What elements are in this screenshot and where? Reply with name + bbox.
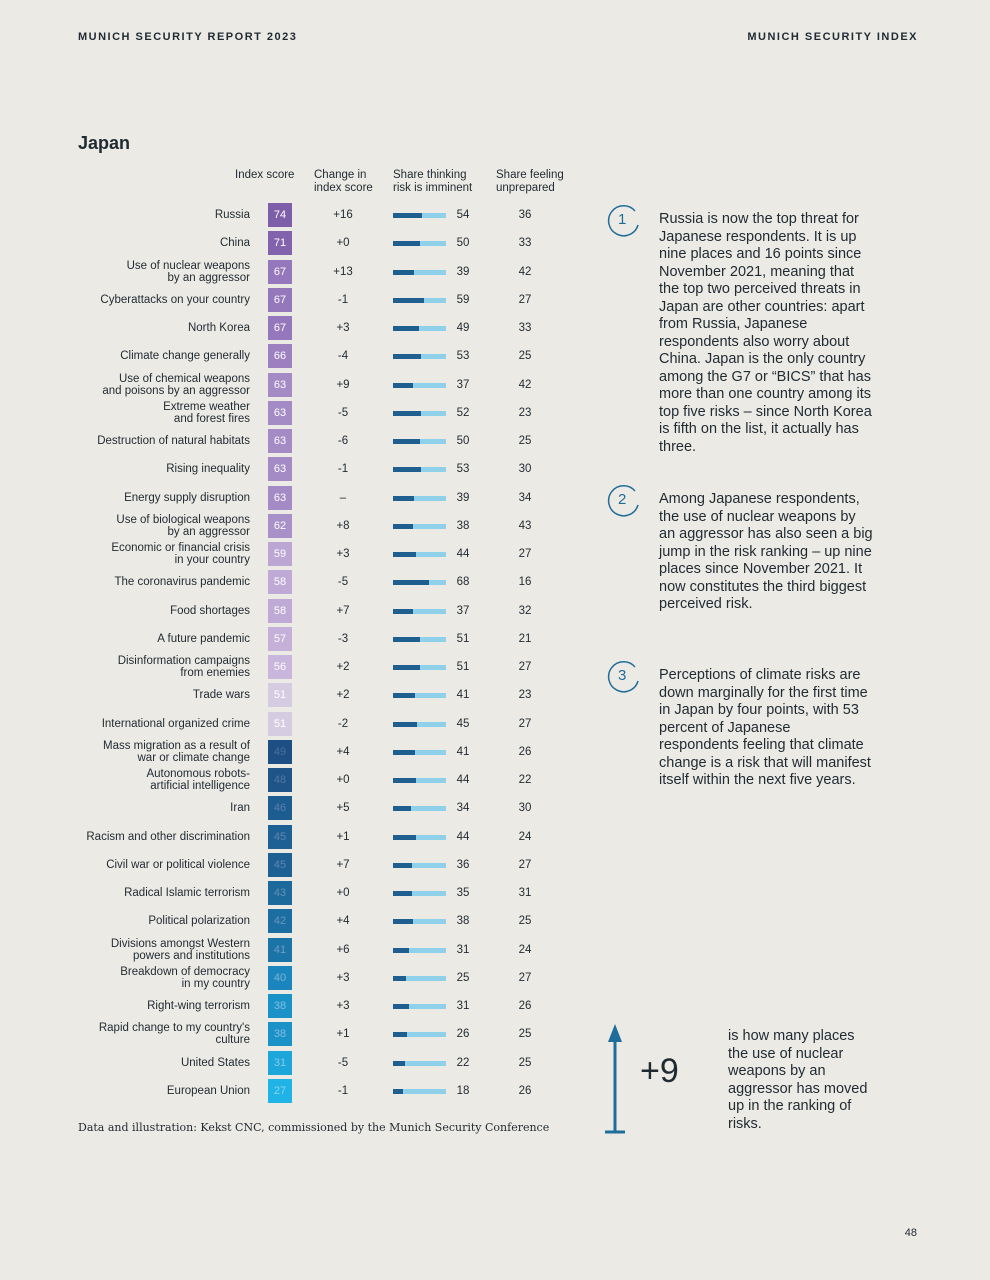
imminent-bar <box>393 722 446 727</box>
index-score-box: 38 <box>268 994 292 1018</box>
unprepared-value: 25 <box>518 1028 532 1041</box>
col-header-index: Index score <box>235 169 295 181</box>
imminent-bar-fill <box>393 298 424 303</box>
unprepared-value: 42 <box>518 378 532 391</box>
index-score-box: 71 <box>268 231 292 255</box>
index-change: +2 <box>336 689 350 702</box>
note-text: Russia is now the top threat for Japanese respondents. It is up nine places and 16 points since November 2021, meaning that the top two perceived threats in Japan are other countries: apart from Russia, Japanese respondents also worry about China. Japan is the only country among the G7 or “BICS” that has more than one country among its top five risks – since North Korea is fifth on the list, it actually has three. <box>659 211 872 455</box>
unprepared-value: 31 <box>518 887 532 899</box>
table-row <box>0 258 600 286</box>
index-change: +3 <box>336 548 350 560</box>
index-change: -5 <box>337 406 349 419</box>
unprepared-value: 26 <box>518 1084 532 1097</box>
index-change: +3 <box>336 971 350 984</box>
imminent-bar-fill <box>393 778 416 783</box>
highlight-text: is how many places the use of nuclear weapons by an aggressor has moved up in the ranking of risks. <box>728 1028 868 1132</box>
index-change: +2 <box>336 661 350 673</box>
risk-label: Divisions amongst Western powers and institutions <box>110 937 250 962</box>
risk-label: International organized crime <box>101 717 250 730</box>
imminent-bar <box>393 270 446 275</box>
imminent-bar-fill <box>393 1004 409 1009</box>
imminent-bar <box>393 1004 446 1009</box>
table-row <box>0 964 600 992</box>
table-row <box>0 597 600 625</box>
imminent-bar <box>393 552 446 557</box>
index-score-box: 66 <box>268 344 292 368</box>
unprepared-value: 25 <box>518 1056 532 1069</box>
table-row <box>0 1077 600 1105</box>
imminent-value: 50 <box>456 435 470 447</box>
imminent-bar-fill <box>393 524 413 529</box>
imminent-bar <box>393 1032 446 1037</box>
imminent-value: 37 <box>456 604 470 617</box>
index-score-box: 58 <box>268 599 292 623</box>
table-row <box>0 484 600 512</box>
index-score-box: 67 <box>268 316 292 340</box>
risk-label: Autonomous robots- artificial intelligence <box>146 768 250 792</box>
imminent-value: 18 <box>456 1084 470 1097</box>
unprepared-value: 23 <box>518 689 532 702</box>
unprepared-value: 25 <box>518 435 532 447</box>
imminent-value: 44 <box>456 774 470 786</box>
index-change: -4 <box>337 350 349 363</box>
imminent-value: 34 <box>456 802 470 815</box>
note-text: Among Japanese respondents, the use of nuclear weapons by an aggressor has also seen a big jump in the risk ranking – up nine places since November 2021. It now constitutes the third biggest perceived risk. <box>659 491 873 612</box>
imminent-bar-fill <box>393 326 419 331</box>
table-row <box>0 399 600 427</box>
section-title: MUNICH SECURITY INDEX <box>747 31 918 43</box>
index-change: -6 <box>337 435 349 447</box>
imminent-value: 22 <box>456 1056 470 1069</box>
risk-label: Destruction of natural habitats <box>97 435 250 447</box>
risk-label: Climate change generally <box>120 350 250 363</box>
index-score-box: 51 <box>268 683 292 707</box>
table-row <box>0 907 600 935</box>
index-change: +7 <box>336 604 350 617</box>
unprepared-value: 43 <box>518 519 532 532</box>
index-score-box: 27 <box>268 1079 292 1103</box>
index-score-box: 67 <box>268 260 292 284</box>
unprepared-value: 25 <box>518 350 532 363</box>
imminent-bar-fill <box>393 835 416 840</box>
risk-label: The coronavirus pandemic <box>114 576 250 589</box>
index-change: +9 <box>336 378 350 391</box>
imminent-value: 26 <box>456 1028 470 1041</box>
col-header-unprepared: Share feeling unprepared <box>496 169 564 194</box>
unprepared-value: 27 <box>518 293 532 306</box>
imminent-bar <box>393 411 446 416</box>
imminent-bar-fill <box>393 580 429 585</box>
risk-label: Rapid change to my country's culture <box>98 1022 250 1047</box>
imminent-bar <box>393 609 446 614</box>
imminent-value: 59 <box>456 293 470 306</box>
imminent-value: 39 <box>456 265 470 278</box>
unprepared-value: 33 <box>518 237 532 250</box>
imminent-bar-fill <box>393 270 414 275</box>
imminent-bar <box>393 467 446 472</box>
index-score-box: 63 <box>268 457 292 481</box>
index-change: -5 <box>337 1056 349 1069</box>
unprepared-value: 22 <box>518 774 532 786</box>
table-row <box>0 201 600 229</box>
imminent-value: 53 <box>456 463 470 476</box>
index-change: -3 <box>337 632 349 645</box>
imminent-value: 39 <box>456 491 470 504</box>
imminent-bar <box>393 298 446 303</box>
index-score-box: 51 <box>268 712 292 736</box>
imminent-value: 41 <box>456 689 470 702</box>
index-change: -1 <box>337 1084 349 1097</box>
index-change: +13 <box>333 265 353 278</box>
index-score-box: 46 <box>268 796 292 820</box>
risk-label: Civil war or political violence <box>106 858 250 871</box>
imminent-bar <box>393 948 446 953</box>
imminent-bar-fill <box>393 354 421 359</box>
imminent-bar <box>393 665 446 670</box>
risk-label: Mass migration as a result of war or climate change <box>102 739 250 764</box>
table-row <box>0 625 600 653</box>
imminent-bar-fill <box>393 891 412 896</box>
imminent-value: 37 <box>456 378 470 391</box>
unprepared-value: 27 <box>518 971 532 984</box>
col-header-imminent: Share thinking risk is imminent <box>393 169 473 194</box>
credit-line: Data and illustration: Kekst CNC, commissioned by the Munich Security Conference <box>78 1121 550 1134</box>
index-change: -2 <box>337 717 349 730</box>
imminent-value: 31 <box>456 1000 470 1012</box>
table-row <box>0 766 600 794</box>
imminent-bar-fill <box>393 693 415 698</box>
risk-label: Use of chemical weapons and poisons by an aggressor <box>102 372 250 397</box>
imminent-bar-fill <box>393 976 406 981</box>
col-header-change: Change in index score <box>314 169 373 194</box>
index-score-box: 74 <box>268 203 292 227</box>
imminent-bar-fill <box>393 665 420 670</box>
imminent-value: 41 <box>456 745 470 758</box>
imminent-bar <box>393 637 446 642</box>
index-score-box: 38 <box>268 1022 292 1046</box>
table-row <box>0 540 600 568</box>
table-row <box>0 1049 600 1077</box>
index-change: +5 <box>336 802 350 815</box>
unprepared-value: 27 <box>518 717 532 730</box>
table-row <box>0 314 600 342</box>
imminent-value: 38 <box>456 915 470 928</box>
risk-label: A future pandemic <box>157 632 250 645</box>
risk-label: China <box>219 237 250 250</box>
risk-label: Breakdown of democracy in my country <box>120 965 250 990</box>
unprepared-value: 27 <box>518 548 532 560</box>
imminent-bar <box>393 1089 446 1094</box>
index-score-box: 67 <box>268 288 292 312</box>
imminent-value: 44 <box>456 548 470 560</box>
imminent-bar <box>393 354 446 359</box>
imminent-value: 44 <box>456 830 470 843</box>
index-score-box: 62 <box>268 514 292 538</box>
index-change: +0 <box>336 237 350 250</box>
unprepared-value: 26 <box>518 745 532 758</box>
imminent-bar-fill <box>393 552 416 557</box>
index-score-box: 56 <box>268 655 292 679</box>
index-change: +1 <box>336 830 350 843</box>
risk-label: North Korea <box>187 322 250 334</box>
unprepared-value: 23 <box>518 406 532 419</box>
imminent-bar <box>393 326 446 331</box>
imminent-value: 51 <box>456 661 470 673</box>
index-score-box: 31 <box>268 1051 292 1075</box>
unprepared-value: 16 <box>518 576 532 589</box>
index-score-box: 63 <box>268 429 292 453</box>
risk-label: Food shortages <box>170 604 250 617</box>
note-text: Perceptions of climate risks are down marginally for the first time in Japan by four points, with 53 percent of Japanese respondents feeling that climate change is a risk that will manifest itself within the next five years. <box>659 667 871 788</box>
country-title: Japan <box>78 133 131 153</box>
imminent-bar-fill <box>393 722 417 727</box>
imminent-bar-fill <box>393 496 414 501</box>
imminent-bar <box>393 580 446 585</box>
imminent-bar <box>393 524 446 529</box>
index-change: +4 <box>336 915 350 928</box>
risk-label: European Union <box>166 1084 250 1097</box>
imminent-value: 54 <box>456 209 470 221</box>
note-number: 1 <box>618 211 627 228</box>
index-change: +1 <box>336 1028 350 1041</box>
imminent-value: 68 <box>456 576 470 589</box>
imminent-value: 53 <box>456 350 470 363</box>
index-score-box: 48 <box>268 768 292 792</box>
imminent-bar-fill <box>393 806 411 811</box>
unprepared-value: 36 <box>518 209 532 221</box>
unprepared-value: 25 <box>518 915 532 928</box>
imminent-bar-fill <box>393 750 415 755</box>
unprepared-value: 34 <box>518 491 532 504</box>
imminent-value: 49 <box>456 322 470 334</box>
unprepared-value: 42 <box>518 265 532 278</box>
unprepared-value: 30 <box>518 463 532 476</box>
index-change: +0 <box>336 774 350 786</box>
unprepared-value: 32 <box>518 604 532 617</box>
table-row <box>0 653 600 681</box>
table-row <box>0 936 600 964</box>
imminent-bar <box>393 241 446 246</box>
index-score-box: 40 <box>268 966 292 990</box>
table-row <box>0 823 600 851</box>
imminent-value: 50 <box>456 237 470 250</box>
risk-label: Use of biological weapons by an aggressor <box>116 513 250 538</box>
highlight-value: +9 <box>640 1052 679 1090</box>
table-row <box>0 992 600 1020</box>
imminent-value: 51 <box>456 632 470 645</box>
imminent-bar-fill <box>393 439 420 444</box>
imminent-bar <box>393 835 446 840</box>
imminent-bar-fill <box>393 637 420 642</box>
index-score-box: 43 <box>268 881 292 905</box>
imminent-bar <box>393 496 446 501</box>
imminent-bar <box>393 383 446 388</box>
table-row <box>0 427 600 455</box>
imminent-bar-fill <box>393 919 413 924</box>
imminent-value: 36 <box>456 858 470 871</box>
unprepared-value: 30 <box>518 802 532 815</box>
imminent-bar-fill <box>393 948 409 953</box>
imminent-value: 25 <box>456 971 470 984</box>
index-score-box: 59 <box>268 542 292 566</box>
imminent-value: 31 <box>456 943 470 956</box>
risk-label: Economic or financial crisis in your country <box>111 542 250 566</box>
imminent-bar-fill <box>393 609 413 614</box>
imminent-bar-fill <box>393 411 421 416</box>
note-number: 2 <box>618 491 627 508</box>
table-row <box>0 710 600 738</box>
note-number: 3 <box>618 667 627 684</box>
imminent-bar-fill <box>393 467 421 472</box>
risk-label: Racism and other discrimination <box>86 830 250 843</box>
index-score-box: 63 <box>268 401 292 425</box>
risk-label: United States <box>180 1056 250 1069</box>
index-score-box: 57 <box>268 627 292 651</box>
imminent-bar-fill <box>393 241 420 246</box>
table-row <box>0 1020 600 1048</box>
report-title: MUNICH SECURITY REPORT 2023 <box>78 31 298 43</box>
index-change: +16 <box>333 209 353 221</box>
index-change: +0 <box>336 887 350 899</box>
index-change: +6 <box>336 943 350 956</box>
index-score-box: 41 <box>268 938 292 962</box>
risk-label: Russia <box>214 209 250 221</box>
index-score-box: 63 <box>268 373 292 397</box>
table-row <box>0 455 600 483</box>
imminent-bar-fill <box>393 383 413 388</box>
index-change: +3 <box>336 1000 350 1012</box>
imminent-bar <box>393 750 446 755</box>
imminent-bar <box>393 1061 446 1066</box>
unprepared-value: 27 <box>518 858 532 871</box>
unprepared-value: 26 <box>518 1000 532 1012</box>
up-arrow-icon <box>600 1022 630 1136</box>
risk-label: Cyberattacks on your country <box>100 293 250 306</box>
index-change: – <box>339 491 347 504</box>
table-row <box>0 568 600 596</box>
imminent-bar-fill <box>393 1032 407 1037</box>
index-score-box: 63 <box>268 486 292 510</box>
page-number: 48 <box>904 1227 917 1239</box>
table-row <box>0 286 600 314</box>
index-score-box: 42 <box>268 909 292 933</box>
risk-label: Trade wars <box>192 689 250 702</box>
index-score-box: 45 <box>268 825 292 849</box>
risk-label: Political polarization <box>148 915 250 928</box>
index-score-box: 49 <box>268 740 292 764</box>
imminent-bar <box>393 806 446 811</box>
risk-label: Radical Islamic terrorism <box>124 887 250 899</box>
imminent-value: 52 <box>456 406 470 419</box>
table-row <box>0 512 600 540</box>
table-row <box>0 794 600 822</box>
imminent-bar <box>393 439 446 444</box>
unprepared-value: 33 <box>518 322 532 334</box>
imminent-bar <box>393 919 446 924</box>
index-score-box: 45 <box>268 853 292 877</box>
imminent-bar-fill <box>393 863 412 868</box>
imminent-value: 45 <box>456 717 470 730</box>
imminent-bar-fill <box>393 1089 403 1094</box>
table-row <box>0 342 600 370</box>
imminent-bar <box>393 213 446 218</box>
risk-label: Right-wing terrorism <box>147 1000 250 1012</box>
unprepared-value: 24 <box>518 943 532 956</box>
imminent-bar-fill <box>393 1061 405 1066</box>
index-score-box: 58 <box>268 570 292 594</box>
table-row <box>0 851 600 879</box>
index-change: -5 <box>337 576 349 589</box>
table-row <box>0 879 600 907</box>
index-change: -1 <box>337 463 349 476</box>
risk-label: Extreme weather and forest fires <box>163 400 250 425</box>
risk-label: Disinformation campaigns from enemies <box>117 655 250 679</box>
table-row <box>0 681 600 709</box>
imminent-bar <box>393 693 446 698</box>
table-row <box>0 229 600 257</box>
index-change: +3 <box>336 322 350 334</box>
unprepared-value: 24 <box>518 830 532 843</box>
risk-label: Energy supply disruption <box>124 491 250 504</box>
imminent-bar <box>393 891 446 896</box>
table-row <box>0 738 600 766</box>
risk-label: Rising inequality <box>166 463 250 476</box>
index-change: +4 <box>336 745 350 758</box>
imminent-value: 38 <box>456 519 470 532</box>
unprepared-value: 21 <box>518 632 532 645</box>
imminent-bar <box>393 778 446 783</box>
index-change: +7 <box>336 858 350 871</box>
imminent-bar-fill <box>393 213 422 218</box>
index-change: -1 <box>337 293 349 306</box>
table-row <box>0 371 600 399</box>
risk-label: Use of nuclear weapons by an aggressor <box>126 259 250 284</box>
imminent-value: 35 <box>456 887 470 899</box>
unprepared-value: 27 <box>518 661 532 673</box>
risk-label: Iran <box>230 802 250 815</box>
index-change: +8 <box>336 519 350 532</box>
imminent-bar <box>393 976 446 981</box>
imminent-bar <box>393 863 446 868</box>
